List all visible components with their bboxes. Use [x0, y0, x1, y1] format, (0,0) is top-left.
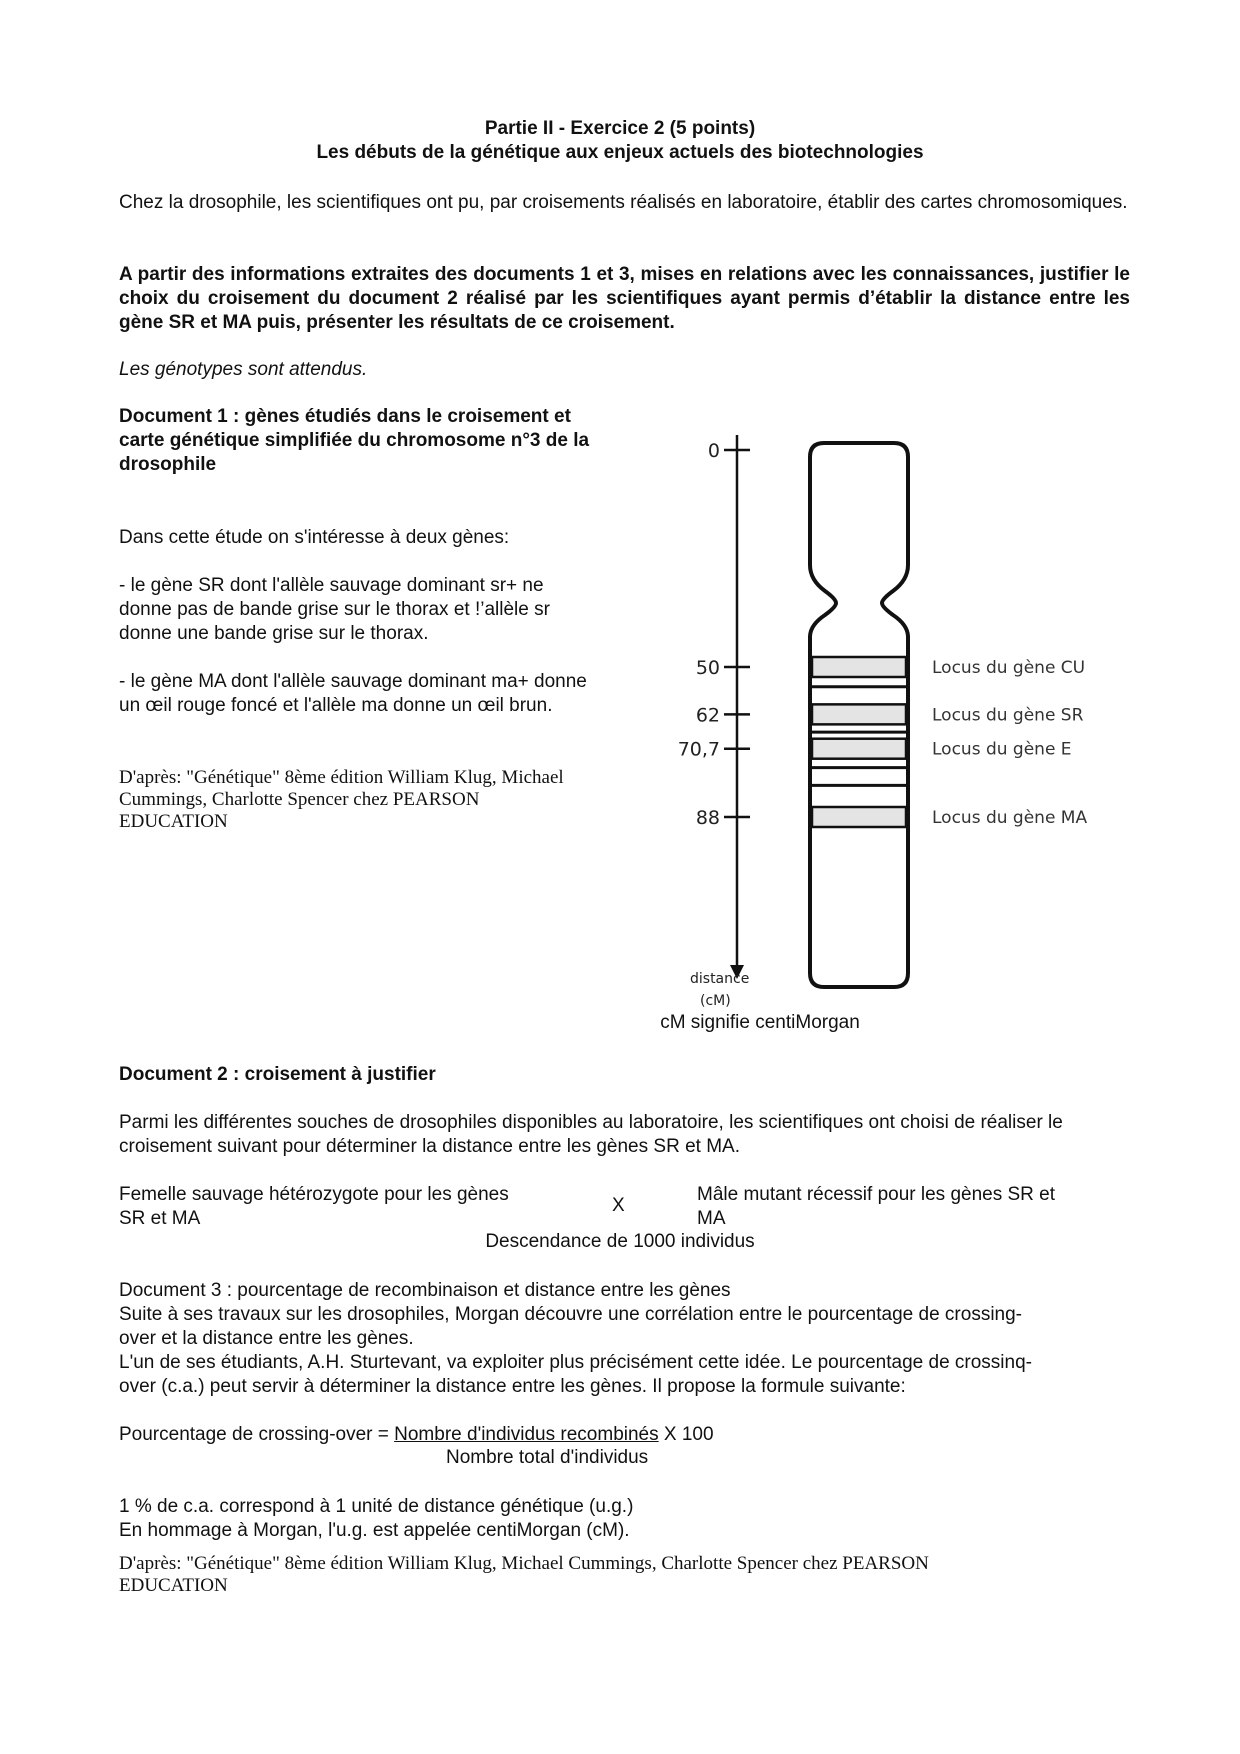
doc3-line: Suite à ses travaux sur les drosophiles, Morgan découvre une corrélation entre le pourcentage de crossing-	[119, 1304, 1023, 1325]
axis-tick-label: 62	[695, 704, 720, 727]
chromosome-map	[650, 425, 1130, 1015]
doc1-source-line: Cummings, Charlotte Spencer chez PEARSON	[119, 789, 480, 810]
axis-tick-label: 0	[707, 440, 720, 462]
doc3-source-line: EDUCATION	[119, 1575, 228, 1596]
locus-band	[812, 704, 906, 724]
axis-label-cm: (cM)	[700, 993, 731, 1009]
doc2-title: Document 2 : croisement à justifier	[119, 1064, 436, 1085]
doc1-title-line: drosophile	[119, 454, 217, 475]
axis-tick-label: 50	[695, 657, 720, 679]
doc1-source	[119, 767, 679, 833]
locus-label: Locus du gène E	[932, 739, 1072, 760]
doc1-intro: Dans cette étude on s'intéresse à deux gènes:	[119, 527, 510, 548]
male-line: Mâle mutant récessif pour les gènes SR et	[697, 1184, 1056, 1205]
doc3-units	[119, 1495, 1130, 1543]
question-paragraph: A partir des informations extraites des documents 1 et 3, mises en relations avec les connaissances, justifier le choix du croisement du document 2 réalisé par les scientifiques ayant permis d’établir la distance entre les gène SR et MA puis, présenter les résultats de ce croisement.	[119, 264, 1130, 333]
doc1-gene-sr	[119, 574, 679, 646]
formula	[119, 1423, 1130, 1447]
axis-tick-label: 70,7	[677, 738, 720, 761]
locus-label: Locus du gène CU	[932, 658, 1086, 678]
locus-label: Locus du gène MA	[932, 808, 1088, 828]
intro-paragraph: Chez la drosophile, les scientifiques ont pu, par croisements réalisés en laboratoire, établir des cartes chromosomiques.	[119, 192, 1128, 213]
doc3-body	[119, 1303, 1130, 1399]
doc1-source-line: EDUCATION	[119, 811, 228, 832]
doc3-source-line: D'après: "Génétique" 8ème édition William Klug, Michael Cummings, Charlotte Spencer chez PEARSON	[119, 1553, 929, 1574]
doc1-title	[119, 405, 659, 477]
map-caption: cM signifie centiMorgan	[660, 1012, 860, 1033]
doc3-line: L'un de ses étudiants, A.H. Sturtevant, va exploiter plus précisément cette idée. Le pourcentage de crossinq-	[119, 1352, 1032, 1373]
gene-ma-line: un œil rouge foncé et l'allèle ma donne un œil brun.	[119, 695, 553, 716]
doc3-title: Document 3 : pourcentage de recombinaison et distance entre les gènes	[119, 1280, 731, 1301]
offspring-count: Descendance de 1000 individus	[485, 1231, 755, 1252]
locus-label: Locus du gène SR	[932, 705, 1084, 726]
formula-suffix: X 100	[658, 1424, 714, 1445]
gene-sr-line: donne pas de bande grise sur le thorax et !’allèle sr	[119, 599, 550, 620]
doc3-source	[119, 1553, 1130, 1597]
locus-band	[812, 807, 906, 827]
cross-symbol: X	[612, 1195, 625, 1216]
male-line: MA	[697, 1208, 726, 1229]
formula-prefix: Pourcentage de crossing-over =	[119, 1424, 395, 1445]
unit-line: En hommage à Morgan, l'u.g. est appelée centiMorgan (cM).	[119, 1520, 630, 1541]
axis-tick-label: 88	[695, 807, 720, 829]
doc1-source-line: D'après: "Génétique" 8ème édition William Klug, Michael	[119, 767, 564, 788]
gene-sr-line: donne une bande grise sur le thorax.	[119, 623, 429, 644]
doc3-line: over (c.a.) peut servir à déterminer la distance entre les gènes. Il propose la formule suivante:	[119, 1376, 906, 1397]
female-line: SR et MA	[119, 1208, 201, 1229]
page-title: Partie II - Exercice 2 (5 points)	[484, 118, 756, 139]
axis-label-distance: distance	[690, 971, 750, 987]
page-subtitle: Les débuts de la génétique aux enjeux actuels des biotechnologies	[316, 142, 924, 163]
locus-band	[812, 657, 906, 677]
unit-line: 1 % de c.a. correspond à 1 unité de distance génétique (u.g.)	[119, 1496, 634, 1517]
gene-ma-line: - le gène MA dont l'allèle sauvage dominant ma+ donne	[119, 671, 587, 692]
genotypes-note: Les génotypes sont attendus.	[119, 359, 368, 380]
formula-numerator: Nombre d'individus recombinés	[394, 1424, 659, 1445]
gene-sr-line: - le gène SR dont l'allèle sauvage dominant sr+ ne	[119, 575, 544, 596]
cross-female	[119, 1183, 579, 1231]
doc2-text: Parmi les différentes souches de drosophiles disponibles au laboratoire, les scientifiques ont choisi de réaliser le croisement suivant pour déterminer la distance entre les gènes SR et MA.	[119, 1112, 1063, 1157]
cross-male	[697, 1183, 1127, 1231]
doc1-gene-ma	[119, 670, 679, 718]
doc1-title-line: carte génétique simplifiée du chromosome n°3 de la	[119, 430, 590, 451]
female-line: Femelle sauvage hétérozygote pour les gènes	[119, 1184, 509, 1205]
doc1-title-line: Document 1 : gènes étudiés dans le croisement et	[119, 406, 571, 427]
locus-band	[812, 739, 906, 759]
doc3-line: over et la distance entre les gènes.	[119, 1328, 414, 1349]
formula-denominator: Nombre total d'individus	[446, 1447, 649, 1468]
